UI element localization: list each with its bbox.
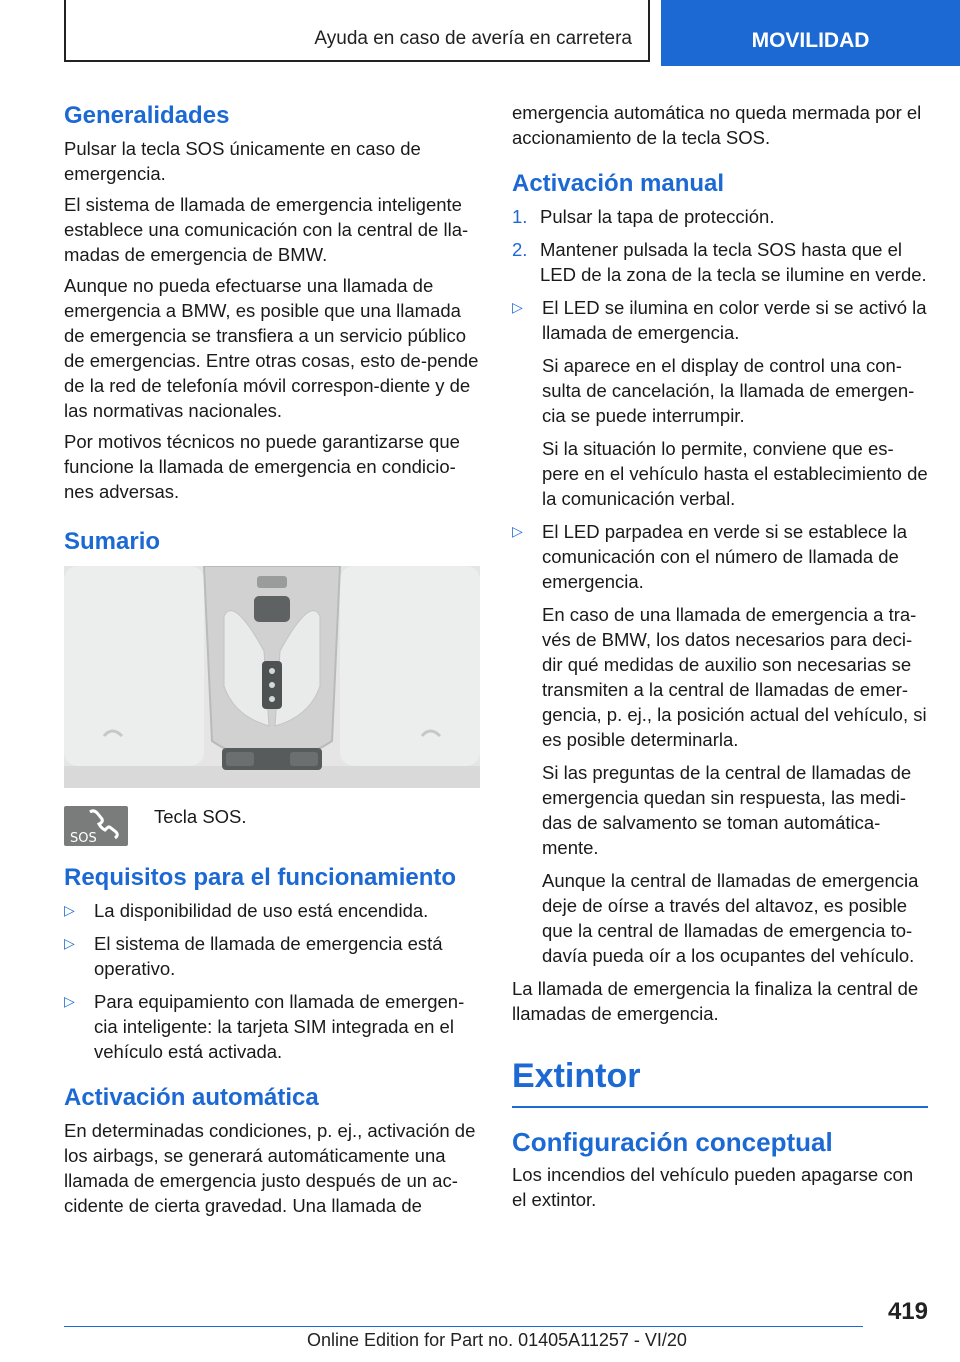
- result-list: [512, 295, 928, 968]
- chapter-tab: MOVILIDAD: [661, 0, 960, 66]
- section-title: Ayuda en caso de avería en carretera: [314, 28, 632, 49]
- page-header: [0, 0, 960, 66]
- heading-activacion-automatica: Activación automática: [64, 1084, 319, 1111]
- list-item: ▷ Para equipamiento con llamada de emergen‐cia inteligente: la tarjeta SIM integrada en el vehículo está activada.: [64, 991, 465, 1062]
- requirements-list: [64, 898, 480, 1064]
- paragraph: Pulsar la tecla SOS únicamente en caso de emergencia.: [64, 138, 421, 184]
- svg-text:SOS: SOS: [70, 831, 97, 846]
- right-column: [512, 100, 928, 1218]
- heading-requisitos: Requisitos para el funcionamiento: [64, 864, 457, 891]
- edition-text: Online Edition for Part no. 01405A11257 - VI/20: [307, 1330, 687, 1350]
- sos-button-icon: [64, 806, 128, 846]
- paragraph: Los incendios del vehículo pueden apagarse con el extintor.: [512, 1164, 914, 1210]
- heading-extintor: Extintor: [512, 1054, 928, 1108]
- left-column: [64, 100, 480, 1224]
- paragraph: Por motivos técnicos no puede garantizarse que funcione la llamada de emergencia en condicio‐nes adversas.: [64, 431, 460, 502]
- list-item: ▷ La disponibilidad de uso está encendida.: [64, 900, 429, 921]
- legend-text: Tecla SOS.: [154, 806, 247, 827]
- overhead-console-photo: [64, 566, 480, 788]
- paragraph: El sistema de llamada de emergencia inteligente establece una comunicación con la central de lla‐madas de emergencia de BMW.: [64, 194, 469, 265]
- paragraph: emergencia automática no queda mermada por el accionamiento de la tecla SOS.: [512, 102, 922, 148]
- heading-sumario: Sumario: [64, 528, 161, 555]
- section-tab: [64, 0, 650, 62]
- list-item: ▷ El LED parpadea en verde si se establece la comunicación con el número de llamada de emergencia. En caso de una llamada de emergencia a tra‐vés de BMW, los datos necesarios para deci‐dir qué medidas de auxilio son necesarias se transmiten a la central de llamadas de emer‐gencia, p. ej., la posición actual del vehículo, si es posible determinarla. Si las preguntas de la central de llamadas de emergencia quedan sin respuesta, las medi‐das de salvamento se toman automática‐mente. Aunque la central de llamadas de emergencia deje de oírse a través del altavoz, es posible que la central de llamadas de emergencia to‐davía pueda oír a los ocupantes del vehículo.: [512, 521, 927, 966]
- paragraph: Aunque no pueda efectuarse una llamada de emergencia a BMW, es posible que una llamada de emergencia se transfiera a un servicio público de emergencias. Entre otras cosas, esto de‐pende de la red de telefonía móvil correspon‐diente y de las normativas nacionales.: [64, 275, 479, 421]
- list-item: 1. Pulsar la tapa de protección.: [512, 206, 775, 227]
- legend-row: [64, 802, 480, 846]
- heading-configuracion: Configuración conceptual: [512, 1127, 833, 1157]
- overhead-console-illustration: [64, 566, 480, 788]
- list-item: 2. Mantener pulsada la tecla SOS hasta que el LED de la zona de la tecla se ilumine en verde.: [512, 239, 927, 285]
- footer-divider: [64, 1326, 863, 1327]
- paragraph: La llamada de emergencia la finaliza la central de llamadas de emergencia.: [512, 978, 919, 1024]
- page-number: 419: [887, 1298, 928, 1325]
- list-item: ▷ El sistema de llamada de emergencia está operativo.: [64, 933, 443, 979]
- heading-generalidades: Generalidades: [64, 102, 230, 129]
- paragraph: En determinadas condiciones, p. ej., activación de los airbags, se generará automáticamente una llamada de emergencia justo después de un ac‐cidente de cierta gravedad. Una llamada de: [64, 1120, 476, 1216]
- list-item: ▷ El LED se ilumina en color verde si se activó la llamada de emergencia. Si aparece en el display de control una con‐sulta de cancelación, la llamada de emergen‐cia se puede interrumpir. Si la situación lo permite, conviene que es‐pere en el vehículo hasta el establecimiento de la comunicación verbal.: [512, 297, 928, 509]
- heading-activacion-manual: Activación manual: [512, 170, 725, 197]
- steps-list: [512, 204, 928, 287]
